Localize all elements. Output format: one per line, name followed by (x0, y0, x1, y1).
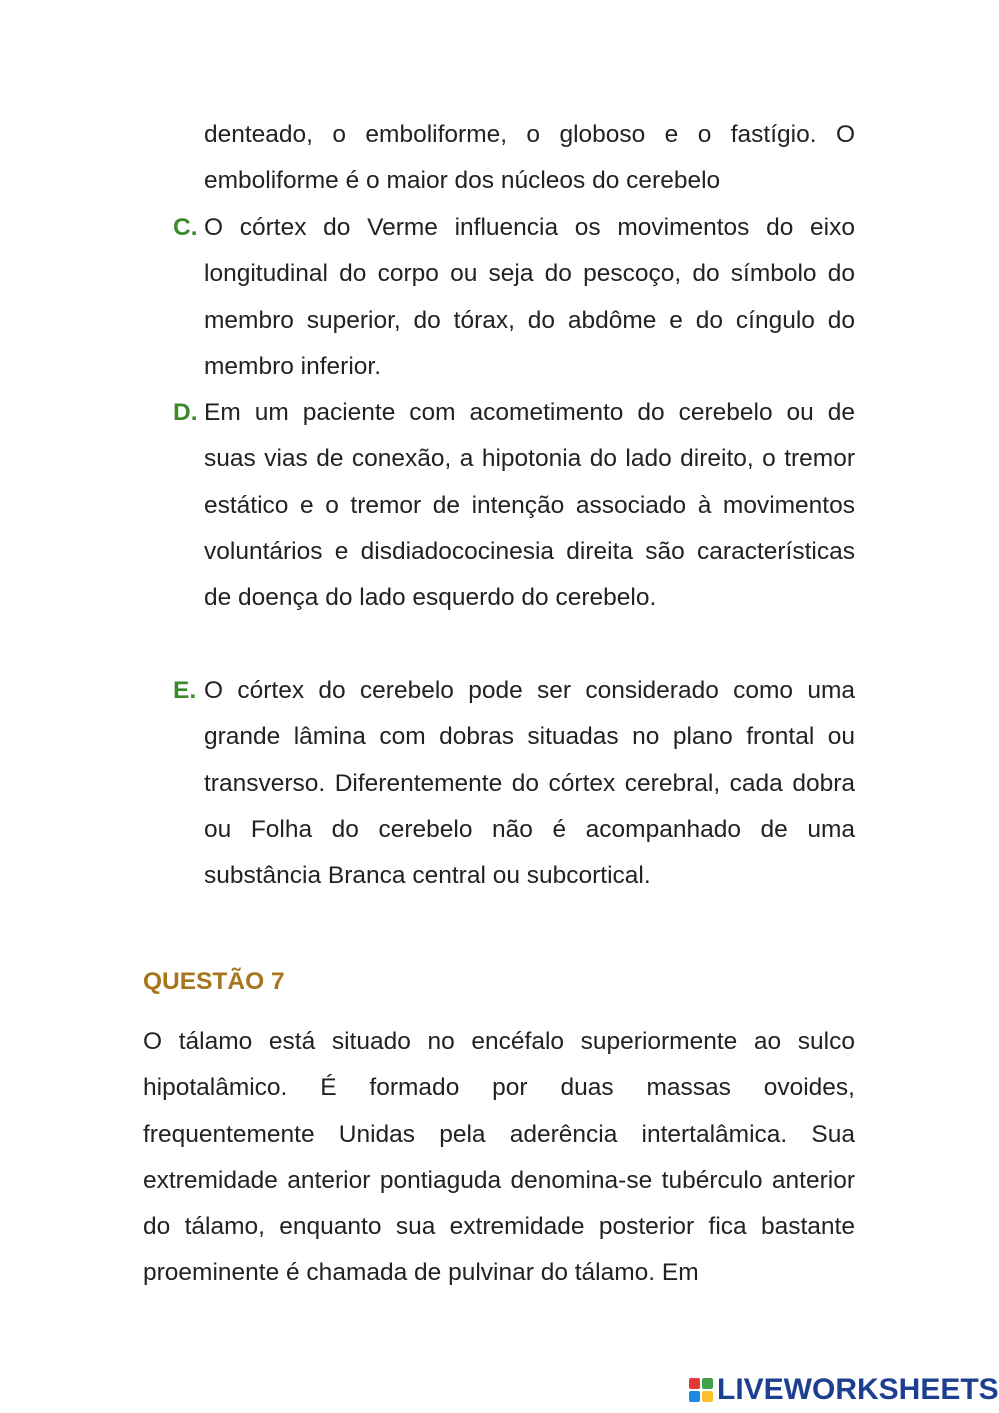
logo-square-yellow (702, 1391, 713, 1402)
option-c (173, 205, 855, 390)
logo-square-green (702, 1378, 713, 1389)
option-d-text: Em um paciente com acometimento do cerebelo ou de suas vias de conexão, a hipotonia do lado direito, o tremor estático e o tremor de intenção associado à movimentos voluntários e disdiadococinesia direita são características de doença do lado esquerdo do cerebelo. (204, 399, 855, 612)
previous-option-continuation: denteado, o emboliforme, o globoso e o fastígio. O emboliforme é o maior dos núcleos do cerebelo (204, 121, 855, 195)
option-e-text: O córtex do cerebelo pode ser considerado como uma grande lâmina com dobras situadas no plano frontal ou transverso. Diferentemente do córtex cerebral, cada dobra ou Folha do cerebelo não é acompanhado de uma substância Branca central ou subcortical. (204, 677, 855, 890)
option-e-letter: E. (173, 677, 197, 704)
liveworksheets-logo-icon (689, 1378, 713, 1402)
logo-square-blue (689, 1391, 700, 1402)
logo-square-red (689, 1378, 700, 1389)
option-c-text: O córtex do Verme influencia os movimentos do eixo longitudinal do corpo ou seja do pescoço, do símbolo do membro superior, do tórax, do abdôme e do cíngulo do membro inferior. (204, 214, 855, 380)
option-d (173, 390, 855, 621)
option-e (173, 668, 855, 899)
question-body: O tálamo está situado no encéfalo superiormente ao sulco hipotalâmico. É formado por duas massas ovoides, frequentemente Unidas pela aderência intertalâmica. Sua extremidade anterior pontiaguda denomina-se tubérculo anterior do tálamo, enquanto sua extremidade posterior fica bastante proeminente é chamada de pulvinar do tálamo. Em (143, 1028, 855, 1287)
liveworksheets-brand (689, 1373, 999, 1407)
brand-name: LIVEWORKSHEETS (717, 1373, 999, 1406)
question-title: QUESTÃO 7 (143, 968, 285, 995)
option-c-letter: C. (173, 214, 198, 241)
option-d-letter: D. (173, 399, 198, 426)
